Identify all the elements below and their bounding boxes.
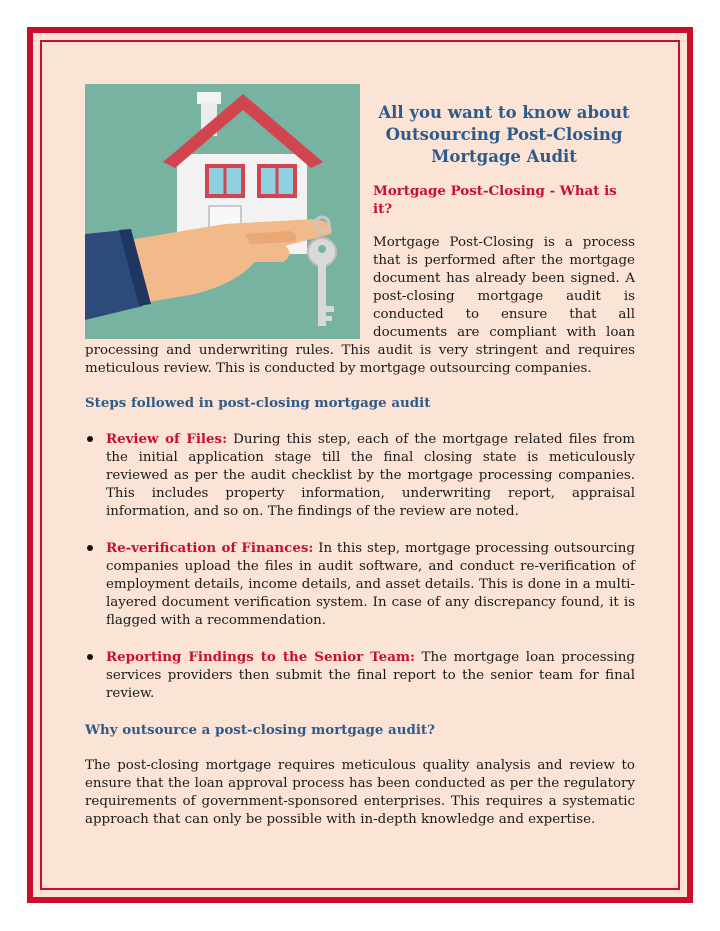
step-lead: Review of Files: (106, 431, 228, 447)
list-item (85, 648, 635, 703)
section-heading-steps: Steps followed in post-closing mortgage audit (85, 395, 431, 411)
bullet-icon (87, 654, 93, 660)
step-lead: Re-verification of Finances: (106, 540, 314, 556)
bullet-icon (87, 545, 93, 551)
steps-list (85, 430, 635, 703)
page-title: All you want to know about Outsourcing Post-Closing Mortgage Audit (378, 103, 630, 166)
house-key-icon (85, 84, 360, 339)
house-on-hand-illustration (85, 84, 360, 339)
section-heading-why: Why outsource a post-closing mortgage audit? (85, 722, 435, 738)
list-item (85, 430, 635, 521)
bullet-icon (87, 436, 93, 442)
article (85, 84, 635, 829)
step-lead: Reporting Findings to the Senior Team: (106, 649, 415, 665)
list-item (85, 539, 635, 630)
why-paragraph: The post-closing mortgage requires meticulous quality analysis and review to ensure that the loan approval process has been conducted as per the regulatory requirements of government-sponsored enterprises. This requires a systematic approach that can only be possible with in-depth knowledge and expertise. (85, 758, 635, 827)
step-text: In this step, mortgage processing outsourcing companies upload the files in audit software, and conduct re-verification of employment details, income details, and asset details. This is done in a multi-layered document verification system. In case of any discrepancy found, it is flagged with a recommendation. (106, 541, 635, 628)
intro-paragraph: Mortgage Post-Closing is a process that is performed after the mortgage document has already been signed. A post-closing mortgage audit is conducted to ensure that all documents are compliant with loan processing and underwriting rules. This audit is very stringent and requires meticulous review. This is conducted by mortgage outsourcing companies. (85, 235, 635, 376)
section-heading-what-is-it: Mortgage Post-Closing - What is it? (373, 183, 617, 217)
step-text: The mortgage loan processing services providers then submit the final report to the senior team for final review. (106, 650, 635, 701)
step-text: During this step, each of the mortgage related files from the initial application stage till the final closing state is meticulously reviewed as per the audit checklist by the mortgage processing companies. This includes property information, underwriting report, appraisal information, and so on. The findings of the review are noted. (106, 432, 635, 519)
